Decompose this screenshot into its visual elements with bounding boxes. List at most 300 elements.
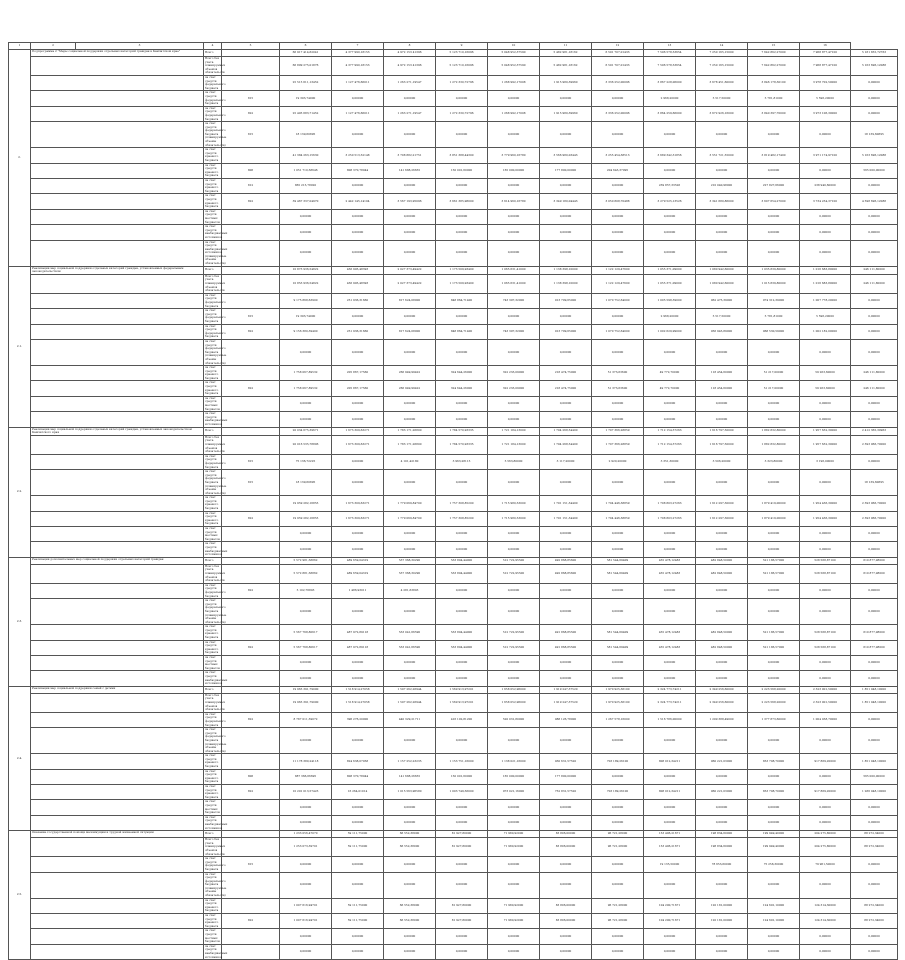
amount-cell: 0,00000 — [332, 225, 384, 240]
amount-cell: 0,00000 — [851, 91, 898, 106]
amount-cell: 0,00000 — [851, 209, 898, 224]
amount-cell: 16 264,01014 — [332, 785, 384, 800]
amount-cell: 0,00000 — [592, 583, 644, 598]
amount-cell: 96 721,28000 — [592, 838, 644, 857]
amount-cell: 2 027 373,49422 — [384, 266, 436, 274]
budget-code — [222, 148, 280, 163]
amount-cell: 0,00000 — [851, 599, 898, 625]
table-row — [9, 339, 898, 365]
amount-cell: 0,00000 — [851, 527, 898, 542]
amount-cell: 51 217,00000 — [748, 381, 800, 396]
amount-cell: 0,00000 — [800, 225, 851, 240]
amount-cell: 0,00000 — [851, 857, 898, 872]
amount-cell: 528 568,87100 — [800, 557, 851, 564]
amount-cell: 5 781,81000 — [748, 91, 800, 106]
amount-cell: 1 007 778,20000 — [800, 293, 851, 308]
amount-cell: 0,00000 — [436, 396, 488, 411]
amount-cell: 743 397,32000 — [488, 324, 540, 339]
amount-cell: 960 221,03000 — [696, 754, 748, 769]
amount-cell: 205 867,17560 — [332, 366, 384, 381]
amount-cell: 2 393 966,70000 — [851, 511, 898, 526]
amount-cell: 9 175 868,63900 — [280, 293, 332, 308]
amount-cell: 1 002 182,00000 — [800, 324, 851, 339]
amount-cell: 0,00000 — [592, 412, 644, 427]
amount-cell: 960 221,03000 — [696, 785, 748, 800]
amount-cell: 1 597 262,26944 — [384, 693, 436, 712]
empty-cell — [31, 122, 204, 148]
amount-cell: 7 250 165,15000 — [696, 57, 748, 76]
amount-cell: 533 804,44900 — [436, 557, 488, 564]
amount-cell: 0,00000 — [696, 122, 748, 148]
column-number: 4 — [204, 43, 222, 50]
amount-cell: 0,00000 — [332, 944, 384, 959]
amount-cell: 521 186,57000 — [748, 640, 800, 655]
funding-source-label: за счет средств внебюджетных источников — [205, 224, 228, 239]
amount-cell: 565 000,00000 — [851, 163, 898, 178]
amount-cell: 0,00000 — [488, 599, 540, 625]
amount-cell: 3 973 106,30000 — [800, 106, 851, 121]
amount-cell: 0,00000 — [540, 583, 592, 598]
amount-cell: 0,00000 — [644, 671, 696, 686]
amount-cell: 1 673 309,63271 — [332, 496, 384, 511]
budget-code — [222, 898, 280, 913]
amount-cell: 581 544,69409 — [592, 557, 644, 564]
amount-cell: 51 373,63600 — [592, 366, 644, 381]
table-row — [9, 671, 898, 686]
amount-cell: 0,00000 — [644, 163, 696, 178]
section-number: 2. — [9, 50, 31, 267]
amount-cell: 3 689 342,31856 — [644, 148, 696, 163]
table-row — [9, 381, 898, 396]
amount-cell: 1 707 366,28859 — [592, 435, 644, 454]
funding-source-label: за счет средств федерального бюджета — [205, 323, 226, 339]
amount-cell: 0,00000 — [800, 599, 851, 625]
funding-source-label: за счет средств краевого бюджета — [204, 163, 222, 178]
amount-cell: 88 272,34000 — [851, 838, 898, 857]
empty-cell — [31, 179, 204, 194]
amount-cell: 968 530,59000 — [748, 324, 800, 339]
amount-cell: 10 291 013,57423 — [280, 785, 332, 800]
amount-cell: 0,00000 — [384, 815, 436, 830]
amount-cell: 0,00000 — [384, 671, 436, 686]
amount-cell: 913 709,65000 — [540, 293, 592, 308]
funding-source-label: за счет средств краевого бюджета — [204, 898, 222, 913]
amount-cell: 0,00000 — [851, 339, 898, 365]
empty-cell — [31, 625, 204, 640]
amount-cell: 3 963,28115 — [436, 454, 488, 469]
column-number: 2 — [31, 43, 76, 50]
amount-cell: 0,00000 — [592, 122, 644, 148]
empty-cell — [31, 728, 204, 754]
amount-cell: 246 111,80000 — [851, 274, 898, 293]
table-row — [9, 693, 898, 712]
amount-cell: 79 961,50000 — [800, 857, 851, 872]
amount-cell: 1 263 271,19547 — [384, 75, 436, 90]
amount-cell: 2 349 256,60000 — [696, 686, 748, 693]
amount-cell: 0,00000 — [384, 872, 436, 898]
amount-cell: 5 596,20000 — [800, 309, 851, 324]
table-row — [9, 225, 898, 240]
amount-cell: 0,00000 — [748, 527, 800, 542]
amount-cell: 0,00000 — [696, 671, 748, 686]
amount-cell: 0,00000 — [332, 240, 384, 266]
amount-cell: 565 000,00000 — [851, 769, 898, 784]
amount-cell: 0,00000 — [696, 800, 748, 815]
amount-cell: 0,00000 — [748, 815, 800, 830]
amount-cell: 1 658 052,96000 — [488, 693, 540, 712]
amount-cell: 0,00000 — [696, 728, 748, 754]
amount-cell: 5 163 696,12088 — [851, 57, 898, 76]
amount-cell: 1 272 330,72796 — [436, 75, 488, 90]
table-row — [9, 929, 898, 944]
budget-code — [222, 800, 280, 815]
budget-code — [222, 686, 280, 693]
budget-code — [222, 693, 280, 712]
budget-code: 822 — [222, 106, 280, 121]
column-number: 7 — [332, 43, 384, 50]
empty-cell — [31, 800, 204, 815]
amount-cell: 3 341 680,86000 — [696, 194, 748, 209]
amount-cell: 1 707 366,28859 — [592, 427, 644, 435]
table-row — [9, 122, 898, 148]
amount-cell: 0,00000 — [748, 599, 800, 625]
amount-cell: 0,00000 — [540, 339, 592, 365]
amount-cell: 0,00000 — [748, 396, 800, 411]
amount-cell: 10 873 936,54822 — [280, 266, 332, 274]
table-row — [9, 831, 898, 838]
amount-cell: 59 263,60000 — [800, 366, 851, 381]
amount-cell: 1 233 056,47070 — [280, 831, 332, 838]
amount-cell: 0,00000 — [592, 179, 644, 194]
amount-cell: 19 965 391,79090 — [280, 686, 332, 693]
amount-cell: 153 406,21671 — [644, 831, 696, 838]
amount-cell: 0,00000 — [748, 656, 800, 671]
amount-cell: 0,00000 — [436, 339, 488, 365]
amount-cell: 0,00000 — [332, 542, 384, 557]
amount-cell: 51 373,63600 — [592, 381, 644, 396]
amount-cell: 808 370,78044 — [332, 163, 384, 178]
amount-cell: 0,00000 — [488, 800, 540, 815]
amount-cell: 18 139,60895 — [851, 470, 898, 496]
amount-cell: 0,00000 — [696, 163, 748, 178]
funding-source-label: за счет средств внебюджетных источников — [205, 670, 228, 686]
amount-cell: 1 122 129,47600 — [592, 266, 644, 274]
amount-cell: 3 864 259,66000 — [644, 106, 696, 121]
funding-source-label: за счет средств краевого бюджета — [204, 785, 222, 800]
amount-cell: 3 971 174,97100 — [800, 148, 851, 163]
amount-cell: 141 688,26655 — [384, 769, 436, 784]
amount-cell: 0,00000 — [644, 929, 696, 944]
budget-code — [222, 557, 280, 564]
amount-cell: 1 486,93011 — [332, 583, 384, 598]
amount-cell: 210 040,98000 — [696, 179, 748, 194]
funding-source-label: Всего без учета планируемых объемов обязательств — [205, 837, 226, 856]
amount-cell: 2 223 568,20000 — [748, 686, 800, 693]
amount-cell: 324 644,26000 — [436, 381, 488, 396]
amount-cell: 2 324 773,74211 — [644, 686, 696, 693]
amount-cell: 66 552,38000 — [384, 898, 436, 913]
amount-cell: 81 927,80000 — [436, 898, 488, 913]
amount-cell: 1 616 797,50000 — [696, 435, 748, 454]
amount-cell: 0,00000 — [644, 339, 696, 365]
amount-cell: 0,00000 — [696, 225, 748, 240]
amount-cell: 0,00000 — [384, 929, 436, 944]
amount-cell: 512 722,95500 — [488, 640, 540, 655]
amount-cell: 177 800,00000 — [540, 163, 592, 178]
amount-cell: 1 708 803,27263 — [644, 511, 696, 526]
funding-source-label: за счет средств краевого бюджета — [204, 381, 222, 396]
amount-cell: 59 263,60000 — [800, 381, 851, 396]
amount-cell: 118 454,60000 — [696, 381, 748, 396]
amount-cell: 0,00000 — [488, 583, 540, 598]
amount-cell: 0,00000 — [540, 91, 592, 106]
table-row — [9, 872, 898, 898]
amount-cell: 0,00000 — [644, 728, 696, 754]
amount-cell: 0,00000 — [280, 872, 332, 898]
amount-cell: 246 111,80000 — [851, 366, 898, 381]
amount-cell: 0,00000 — [540, 599, 592, 625]
amount-cell: 0,00000 — [488, 671, 540, 686]
amount-cell: 0,00000 — [540, 542, 592, 557]
funding-source-label: за счет средств краевого бюджета — [204, 511, 222, 526]
amount-cell: 1 080 942,60000 — [696, 266, 748, 274]
amount-cell: 0,00000 — [748, 583, 800, 598]
amount-cell: 0,00000 — [332, 470, 384, 496]
amount-cell: 0,00000 — [436, 91, 488, 106]
amount-cell: 1 758 067,89532 — [280, 366, 332, 381]
amount-cell: 808 012,34211 — [644, 754, 696, 769]
amount-cell: 1 919 247,37520 — [540, 693, 592, 712]
budget-code — [222, 266, 280, 274]
amount-cell: 5 048 952,37590 — [488, 57, 540, 76]
amount-cell: 0,00000 — [436, 209, 488, 224]
amount-cell: 5 123 710,16096 — [436, 50, 488, 57]
table-row — [9, 309, 898, 324]
table-row — [9, 163, 898, 178]
budget-code: 815 — [222, 470, 280, 496]
amount-cell: 2 393 966,70000 — [851, 435, 898, 454]
amount-cell: 520 031,80000 — [488, 712, 540, 727]
amount-cell: 0,00000 — [800, 470, 851, 496]
amount-cell: 0,00000 — [436, 815, 488, 830]
amount-cell: 0,00000 — [384, 179, 436, 194]
amount-cell: 533 041,66590 — [384, 640, 436, 655]
amount-cell: 416 102,81200 — [436, 712, 488, 727]
budget-code — [222, 75, 280, 90]
amount-cell: 0,00000 — [436, 872, 488, 898]
amount-cell: 0,00000 — [280, 396, 332, 411]
funding-source-label: за счет средств федерального бюджета — [205, 74, 226, 90]
empty-cell — [31, 898, 204, 913]
budget-code: 812 — [222, 179, 280, 194]
amount-cell: 3 851 388,44300 — [436, 148, 488, 163]
amount-cell: 492 868,85600 — [540, 564, 592, 583]
section-title: Реализация мер социальной поддержки отдельных категорий граждан, установленных законодательством Камчатского края — [31, 427, 204, 435]
budget-code — [222, 872, 280, 898]
amount-cell: 917 869,20000 — [800, 754, 851, 769]
empty-cell — [31, 815, 204, 830]
amount-cell: 0,00000 — [851, 454, 898, 469]
amount-cell: 4 281,63803 — [384, 583, 436, 598]
amount-cell: 0,00000 — [488, 542, 540, 557]
amount-cell: 4 972 153 41396 — [384, 57, 436, 76]
amount-cell: 4 101,42180 — [384, 454, 436, 469]
budget-code — [222, 339, 280, 365]
amount-cell: 5 572 981,58862 — [280, 557, 332, 564]
amount-cell: 0,00000 — [488, 857, 540, 872]
amount-cell: 1 065 631,41000 — [488, 274, 540, 293]
amount-cell: 0,00000 — [332, 122, 384, 148]
funding-source-label: за счет средств федерального бюджета (планируемые объемы обязательств) — [205, 598, 227, 624]
budget-code: 822 — [222, 914, 280, 929]
budget-code — [222, 496, 280, 511]
amount-cell: 3 336 252,00096 — [592, 75, 644, 90]
amount-cell: 1 173 509,93400 — [436, 274, 488, 293]
amount-cell: 0,00000 — [436, 179, 488, 194]
section-title: Подпрограмма 2 "Меры социальной поддержки отдельных категорий граждан в Камчатском крае" — [31, 50, 204, 57]
amount-cell: 0,00000 — [332, 671, 384, 686]
empty-cell — [31, 57, 204, 76]
amount-cell: 0,00000 — [748, 944, 800, 959]
amount-cell: 20 016 535,78806 — [280, 435, 332, 454]
table-row — [9, 266, 898, 274]
amount-cell: 489 659,04319 — [332, 564, 384, 583]
amount-cell: 7 250 165,15000 — [696, 50, 748, 57]
empty-cell — [31, 564, 204, 583]
amount-cell: 0,00000 — [540, 872, 592, 898]
amount-cell: 0,00000 — [540, 225, 592, 240]
amount-cell: 66 917 414,62041 — [280, 50, 332, 57]
amount-cell: 1 516 786,00000 — [644, 712, 696, 727]
table-row — [9, 857, 898, 872]
amount-cell: 482 848,50000 — [696, 640, 748, 655]
amount-cell: 610 877,98000 — [851, 564, 898, 583]
amount-cell: 0,00000 — [592, 225, 644, 240]
amount-cell: 1 016 683,80000 — [800, 274, 851, 293]
amount-cell: 25 515 611,13452 — [280, 75, 332, 90]
amount-cell: 817 624,08000 — [384, 324, 436, 339]
amount-cell: 1 673 309,63271 — [332, 511, 384, 526]
amount-cell: 0,00000 — [592, 656, 644, 671]
amount-cell: 9 156 380,39400 — [280, 324, 332, 339]
budget-code: 822 — [222, 324, 280, 339]
amount-cell: 5 123 710,16096 — [436, 57, 488, 76]
funding-source-label: за счет средств краевого бюджета — [204, 148, 222, 163]
amount-cell: 0,00000 — [280, 929, 332, 944]
table-row — [9, 148, 898, 163]
amount-cell: 913 709,65000 — [540, 324, 592, 339]
amount-cell: 0,00000 — [332, 599, 384, 625]
amount-cell: 533 804,44900 — [436, 625, 488, 640]
amount-cell: 246 111,80000 — [851, 266, 898, 274]
amount-cell: 0,00000 — [851, 75, 898, 90]
empty-cell — [31, 209, 204, 224]
amount-cell: 0,00000 — [592, 240, 644, 266]
amount-cell: 0,00000 — [540, 396, 592, 411]
amount-cell: 150 001,60000 — [436, 163, 488, 178]
budget-code — [222, 293, 280, 308]
amount-cell: 1 673 309,63271 — [332, 427, 384, 435]
column-number: 15 — [748, 43, 800, 50]
amount-cell: 0,00000 — [436, 583, 488, 598]
budget-code — [222, 728, 280, 754]
amount-cell: 0,00000 — [592, 527, 644, 542]
funding-source-label: Всего — [204, 557, 222, 564]
amount-cell: 487 972,89118 — [332, 625, 384, 640]
amount-cell: 0,00000 — [436, 240, 488, 266]
amount-cell: 0,00000 — [436, 656, 488, 671]
amount-cell: 0,00000 — [696, 542, 748, 557]
amount-cell: 1 915 980,39960 — [540, 106, 592, 121]
amount-cell: 0,00000 — [488, 656, 540, 671]
amount-cell: 581 544,69409 — [592, 640, 644, 655]
amount-cell: 1 173 509,93400 — [436, 266, 488, 274]
budget-code: 815 — [222, 454, 280, 469]
empty-cell — [31, 454, 204, 469]
amount-cell: 1 286 048,10000 — [851, 785, 898, 800]
amount-cell: 487 972,89118 — [332, 640, 384, 655]
amount-cell: 204 275,80000 — [800, 838, 851, 857]
table-row — [9, 564, 898, 583]
amount-cell: 1 007 616,94701 — [280, 898, 332, 913]
empty-cell — [31, 838, 204, 857]
amount-cell: 0,00000 — [280, 671, 332, 686]
amount-cell: 1 757 308,85200 — [436, 511, 488, 526]
budget-table-sheet — [8, 42, 898, 960]
amount-cell: 0,00000 — [280, 599, 332, 625]
budget-code — [222, 671, 280, 686]
funding-source-label: за счет средств местных бюджетов — [205, 208, 220, 224]
amount-cell: 0,00000 — [332, 454, 384, 469]
amount-cell: 0,00000 — [696, 583, 748, 598]
amount-cell: 0,00000 — [748, 240, 800, 266]
amount-cell: 0,00000 — [851, 800, 898, 815]
table-row — [9, 914, 898, 929]
amount-cell: 512 722,95500 — [488, 557, 540, 564]
amount-cell: 59 111,75000 — [332, 898, 384, 913]
column-number: 8 — [384, 43, 436, 50]
amount-cell: 491 868,85500 — [540, 625, 592, 640]
amount-cell: 81 927,80000 — [436, 831, 488, 838]
budget-code: 815 — [222, 122, 280, 148]
amount-cell: 0,00000 — [800, 815, 851, 830]
amount-cell: 0,00000 — [592, 671, 644, 686]
empty-cell — [31, 293, 204, 308]
amount-cell: 0,00000 — [540, 671, 592, 686]
amount-cell: 2 324 773,74211 — [644, 693, 696, 712]
empty-cell — [31, 148, 204, 163]
amount-cell: 104 290,71671 — [644, 914, 696, 929]
amount-cell: 0,00000 — [280, 857, 332, 872]
funding-source-label: за счет средств краевого бюджета — [204, 496, 222, 511]
amount-cell: 0,00000 — [540, 929, 592, 944]
table-row — [9, 898, 898, 913]
amount-cell: 0,00000 — [540, 815, 592, 830]
empty-cell — [31, 656, 204, 671]
amount-cell: 1 783 171,26800 — [384, 427, 436, 435]
amount-cell: 0,00000 — [280, 339, 332, 365]
amount-cell: 521 186,57000 — [748, 557, 800, 564]
empty-cell — [31, 381, 204, 396]
amount-cell: 0,00000 — [488, 929, 540, 944]
funding-source-label: Всего без учета планируемых объемов обязательств — [205, 692, 226, 712]
amount-cell: 10 853 936,54822 — [280, 274, 332, 293]
amount-cell: 0,00000 — [851, 324, 898, 339]
amount-cell: 238 940,60000 — [800, 179, 851, 194]
amount-cell: 205 867,17560 — [332, 381, 384, 396]
amount-cell: 0,00000 — [800, 872, 851, 898]
table-row — [9, 366, 898, 381]
